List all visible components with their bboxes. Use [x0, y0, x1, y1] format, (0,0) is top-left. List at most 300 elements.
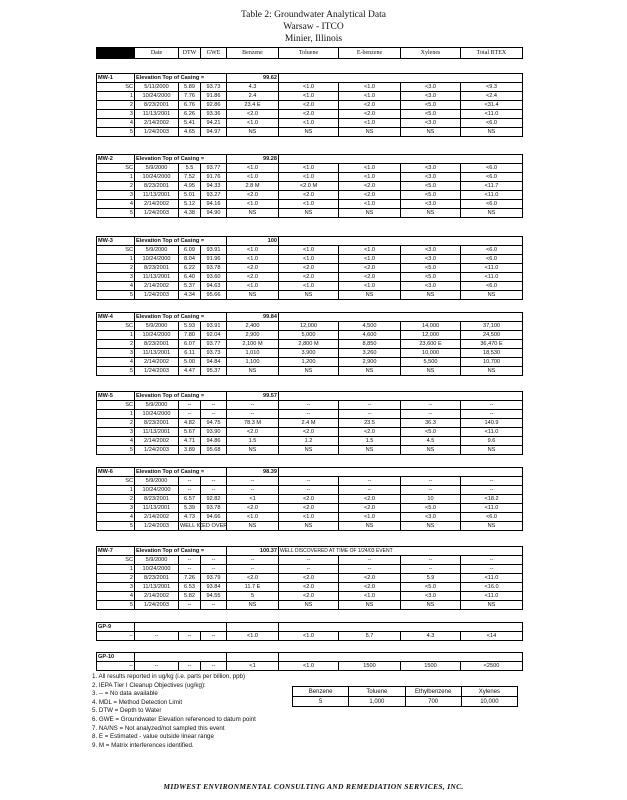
table-cell: <1.0 [227, 200, 279, 209]
table-cell: <2.0 [279, 264, 339, 273]
table-cell: 4.3 [401, 632, 461, 641]
table-cell: 8/23/2001 [135, 182, 179, 191]
table-cell: <2.0 [279, 273, 339, 282]
table-row [97, 282, 523, 291]
note-item: 2. IEPA Tier I Cleanup Objectives (ug/kg): [92, 681, 206, 689]
column-header-toluene: Toluene [279, 48, 339, 59]
table-row [97, 367, 523, 376]
table-cell: -- [227, 556, 279, 565]
table-cell: 5 [97, 522, 135, 531]
table-row [97, 255, 523, 264]
table-cell: <5.0 [401, 583, 461, 592]
table-cell: -- [201, 662, 227, 671]
table-cell: NS [279, 209, 339, 218]
table-cell: 5 [97, 209, 135, 218]
cleanup-objectives-table [292, 686, 518, 707]
table-row [97, 428, 523, 437]
table-cell: <2.0 [227, 273, 279, 282]
table-row [97, 446, 523, 455]
table-cell: <1.0 [227, 513, 279, 522]
table-cell: NS [339, 128, 401, 137]
table-cell: 7.26 [179, 574, 201, 583]
table-cell: -- [179, 662, 201, 671]
table-cell: 5.89 [179, 83, 201, 92]
table-cell: <2.0 [339, 574, 401, 583]
table-cell: -- [179, 556, 201, 565]
table-row [97, 662, 523, 671]
table-cell: NS [227, 446, 279, 455]
table-cell: <2.0 [279, 574, 339, 583]
table-row [97, 495, 523, 504]
table-cell: 2,400 [227, 322, 279, 331]
table-cell: 6.26 [179, 110, 201, 119]
table-cell: NS [339, 291, 401, 300]
table-cell: <2.0 [339, 182, 401, 191]
table-cell: 10/24/2000 [135, 331, 179, 340]
table-cell: 4 [97, 282, 135, 291]
table-cell: 5.5 [179, 164, 201, 173]
table-cell: 93.77 [201, 164, 227, 173]
table-cell: 3 [97, 583, 135, 592]
table-cell: SC [97, 246, 135, 255]
well-section-mw-5 [96, 391, 522, 455]
table-cell: 5.93 [179, 322, 201, 331]
elevation-label: Elevation Top of Casing = [135, 74, 227, 83]
objective-value: 5 [293, 697, 349, 707]
well-note [279, 313, 523, 322]
table-cell: 11/13/2001 [135, 428, 179, 437]
table-cell: 93.77 [201, 340, 227, 349]
table-cell: <11.0 [461, 592, 523, 601]
table-cell: 93.73 [201, 83, 227, 92]
table-cell: 1,200 [279, 358, 339, 367]
table-cell: 5/9/2000 [135, 556, 179, 565]
table-cell: 1 [97, 173, 135, 182]
table-cell: -- [201, 601, 227, 610]
table-cell: 2.4 M [279, 419, 339, 428]
table-cell: <11.0 [461, 264, 523, 273]
table-cell: <1 [227, 662, 279, 671]
header-corner [97, 48, 135, 59]
table-cell: <6.0 [461, 164, 523, 173]
table-cell: 11/13/2001 [135, 504, 179, 513]
table-cell: -- [401, 556, 461, 565]
table-row [97, 410, 523, 419]
table-cell: NS [401, 446, 461, 455]
table-cell: 3,260 [339, 349, 401, 358]
elevation-label: Elevation Top of Casing = [135, 313, 227, 322]
note-item: 1. All results reported in ug/kg (i.e. parts per billion, ppb) [92, 673, 246, 680]
table-cell: NS [401, 522, 461, 531]
table-cell: 8/23/2001 [135, 101, 179, 110]
note-item: 8. E = Estimated - value outside linear range [92, 733, 214, 741]
table-cell: <3.0 [401, 255, 461, 264]
table-cell: 94.21 [201, 119, 227, 128]
well-note [279, 237, 523, 246]
table-cell: 5/11/2000 [135, 83, 179, 92]
objective-value: 1,000 [349, 697, 405, 707]
well-label: MW-7 [97, 547, 135, 556]
table-cell: 5.00 [179, 358, 201, 367]
table-cell: <1.0 [227, 119, 279, 128]
table-cell: <11.0 [461, 191, 523, 200]
table-cell: 1 [97, 565, 135, 574]
table-cell: -- [339, 477, 401, 486]
table-cell: 4 [97, 513, 135, 522]
table-cell: NS [227, 128, 279, 137]
objective-header: Xylenes [461, 687, 517, 697]
table-cell: <3.0 [401, 282, 461, 291]
table-cell: 3 [97, 110, 135, 119]
table-cell: <2.0 [279, 101, 339, 110]
table-cell: 5,500 [401, 358, 461, 367]
table-cell: -- [201, 401, 227, 410]
table-cell: NS [401, 367, 461, 376]
well-section-gp-9 [96, 622, 522, 641]
well-section-mw-1 [96, 73, 522, 137]
table-cell: 1/24/2003 [135, 209, 179, 218]
table-cell: 8/23/2001 [135, 264, 179, 273]
table-cell: 1 [97, 410, 135, 419]
table-cell: <1.0 [339, 200, 401, 209]
table-cell: 93.91 [201, 322, 227, 331]
well-section-mw-2 [96, 154, 522, 218]
table-cell: 2 [97, 101, 135, 110]
table-cell: 5.67 [179, 428, 201, 437]
table-row [97, 437, 523, 446]
table-row [97, 173, 523, 182]
table-cell: 2,800 M [279, 340, 339, 349]
table-cell: NS [227, 367, 279, 376]
table-cell: -- [201, 410, 227, 419]
table-cell: 92.86 [201, 101, 227, 110]
table-cell: -- [201, 556, 227, 565]
table-cell: -- [179, 601, 201, 610]
table-cell: <2.0 [339, 101, 401, 110]
column-header-dtw: DTW [179, 48, 201, 59]
table-cell: 91.96 [201, 255, 227, 264]
table-cell: 1 [97, 255, 135, 264]
table-row [97, 128, 523, 137]
table-cell: 4 [97, 119, 135, 128]
table-cell: 6.40 [179, 273, 201, 282]
table-cell: <1.0 [279, 632, 339, 641]
elevation-value: 100.37 [227, 547, 279, 556]
table-row [97, 486, 523, 495]
table-cell: NS [227, 601, 279, 610]
table-cell: -- [339, 410, 401, 419]
table-cell: <6.0 [461, 200, 523, 209]
table-cell: <11.0 [461, 273, 523, 282]
table-row [97, 504, 523, 513]
elevation-label: Elevation Top of Casing = [135, 547, 227, 556]
table-cell: -- [461, 477, 523, 486]
elevation-label: Elevation Top of Casing = [135, 392, 227, 401]
table-cell: <1.0 [279, 662, 339, 671]
table-cell: 4,500 [339, 322, 401, 331]
table-cell: 94.97 [201, 128, 227, 137]
elevation-label [135, 653, 227, 662]
note-item: 4. MDL = Method Detection Limit [92, 698, 183, 706]
table-cell: 2/14/2002 [135, 282, 179, 291]
column-header [96, 47, 523, 59]
table-cell: <18.2 [461, 495, 523, 504]
well-label: MW-5 [97, 392, 135, 401]
table-cell: 10/24/2000 [135, 486, 179, 495]
table-row [97, 565, 523, 574]
table-row [97, 209, 523, 218]
table-cell: 5 [97, 601, 135, 610]
column-header-total-btex: Total BTEX [461, 48, 523, 59]
table-row [97, 322, 523, 331]
table-cell: <2.0 [339, 495, 401, 504]
table-cell: <1.0 [227, 164, 279, 173]
objective-header: Ethylbenzene [405, 687, 461, 697]
table-cell: NS [227, 209, 279, 218]
table-cell: -- [179, 477, 201, 486]
table-cell: <1.0 [279, 200, 339, 209]
table-cell: 93.91 [201, 246, 227, 255]
table-cell: <1.0 [339, 592, 401, 601]
table-cell: <1.0 [279, 119, 339, 128]
table-cell: <11.7 [461, 182, 523, 191]
table-cell: -- [279, 477, 339, 486]
table-cell: 1500 [401, 662, 461, 671]
table-cell: <2.0 [339, 583, 401, 592]
elevation-label: Elevation Top of Casing = [135, 155, 227, 164]
elevation-value: 100 [227, 237, 279, 246]
table-row [97, 583, 523, 592]
table-cell: <1.0 [227, 255, 279, 264]
table-cell: <2.0 [227, 504, 279, 513]
table-cell: 2.8 M [227, 182, 279, 191]
table-cell: 94.63 [201, 282, 227, 291]
table-cell: 6.11 [179, 349, 201, 358]
table-row [97, 477, 523, 486]
elevation-value [227, 623, 279, 632]
table-cell: 8.04 [179, 255, 201, 264]
table-cell: <2.0 [339, 273, 401, 282]
table-cell: NS [461, 128, 523, 137]
table-cell: 92.04 [201, 331, 227, 340]
well-label: MW-2 [97, 155, 135, 164]
well-section-mw-7 [96, 546, 522, 610]
table-cell: 3 [97, 191, 135, 200]
table-cell: <6.0 [461, 513, 523, 522]
table-cell: 94.75 [201, 419, 227, 428]
company-footer: MIDWEST ENVIRONMENTAL CONSULTING AND REMEDIATION SERVICES, INC. [163, 782, 464, 791]
table-cell: WELL ICED OVER [180, 523, 228, 529]
table-cell: 4.95 [179, 182, 201, 191]
table-cell: 1 [97, 92, 135, 101]
table-cell: 8,850 [339, 340, 401, 349]
table-cell: 5.41 [179, 119, 201, 128]
table-row [97, 264, 523, 273]
table-cell: 1.5 [227, 437, 279, 446]
table-cell: <2.0 [227, 428, 279, 437]
table-cell: <1.0 [339, 246, 401, 255]
table-cell: -- [179, 632, 201, 641]
table-cell: 11/13/2001 [135, 349, 179, 358]
table-cell: -- [461, 410, 523, 419]
table-cell: NS [339, 522, 401, 531]
table-cell: 2,900 [227, 331, 279, 340]
table-cell: <6.0 [461, 173, 523, 182]
table-cell: <6.0 [461, 119, 523, 128]
table-cell: 4.73 [179, 513, 201, 522]
table-cell: <3.0 [401, 83, 461, 92]
table-cell: 3 [97, 504, 135, 513]
table-cell: <2.0 [279, 504, 339, 513]
table-cell: 93.79 [201, 574, 227, 583]
table-cell: <2.0 [339, 264, 401, 273]
table-cell: <11.0 [461, 574, 523, 583]
table-cell: <2.0 [227, 110, 279, 119]
table-cell: 18,530 [461, 349, 523, 358]
table-cell: NS [279, 128, 339, 137]
table-cell: 23,600 E [401, 340, 461, 349]
table-cell: -- [227, 565, 279, 574]
table-cell: <2.0 [227, 191, 279, 200]
objective-value: 700 [405, 697, 461, 707]
table-cell: -- [97, 662, 135, 671]
table-cell: <11.0 [461, 428, 523, 437]
table-cell: 94.16 [201, 200, 227, 209]
table-row [97, 331, 523, 340]
table-cell: 93.36 [201, 110, 227, 119]
table-cell: <2.0 [279, 428, 339, 437]
table-cell: 91.86 [201, 92, 227, 101]
elevation-value: 99.62 [227, 74, 279, 83]
table-cell: 10/24/2000 [135, 255, 179, 264]
table-cell: 12,000 [401, 331, 461, 340]
table-cell: -- [401, 477, 461, 486]
elevation-value: 99.84 [227, 313, 279, 322]
objective-header: Benzene [293, 687, 349, 697]
elevation-value: 98.39 [227, 468, 279, 477]
table-cell: 6.22 [179, 264, 201, 273]
table-cell: <2.0 [339, 191, 401, 200]
table-cell: -- [201, 477, 227, 486]
table-cell: <6.0 [461, 246, 523, 255]
table-cell: <16.0 [461, 583, 523, 592]
table-cell: NS [339, 367, 401, 376]
table-cell: <1.0 [339, 282, 401, 291]
table-cell: 11/13/2001 [135, 110, 179, 119]
table-cell: NS [401, 128, 461, 137]
table-cell: <1 [227, 495, 279, 504]
table-cell: 11.7 E [227, 583, 279, 592]
table-cell: 6.07 [179, 340, 201, 349]
table-cell: 23.4 E [227, 101, 279, 110]
elevation-label [135, 623, 227, 632]
table-cell: NS [227, 522, 279, 531]
table-cell: 5.82 [179, 592, 201, 601]
table-cell: 10,700 [461, 358, 523, 367]
table-cell: 94.86 [201, 437, 227, 446]
table-cell: -- [135, 632, 179, 641]
table-row [97, 592, 523, 601]
table-cell: 4.82 [179, 419, 201, 428]
table-cell: 3 [97, 349, 135, 358]
table-cell: 93.78 [201, 264, 227, 273]
table-row [97, 601, 523, 610]
table-cell: 36.3 [401, 419, 461, 428]
table-cell: -- [227, 477, 279, 486]
table-cell: <3.0 [401, 592, 461, 601]
table-cell: 93.27 [201, 191, 227, 200]
note-item: 6. GWE = Groundwater Elevation referenced to datum point [92, 715, 256, 723]
table-cell: 7.52 [179, 173, 201, 182]
table-cell: 1/24/2003 [135, 522, 179, 531]
well-label: MW-1 [97, 74, 135, 83]
table-cell: 5.9 [401, 574, 461, 583]
table-cell: 12,000 [279, 322, 339, 331]
table-cell: NS [461, 446, 523, 455]
table-cell: 5.01 [179, 191, 201, 200]
table-cell: NS [279, 522, 339, 531]
well-section-mw-3 [96, 236, 522, 300]
table-cell: -- [401, 401, 461, 410]
note-item: 5. DTW = Depth to Water [92, 707, 162, 715]
table-cell: 3 [97, 428, 135, 437]
well-section-mw-6 [96, 467, 522, 531]
table-cell: SC [97, 322, 135, 331]
table-cell: 4.3 [227, 83, 279, 92]
table-row [97, 119, 523, 128]
table-cell: <1.0 [339, 255, 401, 264]
table-cell: 23.5 [339, 419, 401, 428]
table-cell: <2.0 [279, 191, 339, 200]
column-header-benzene: Benzene [227, 48, 279, 59]
table-cell: <3.0 [401, 513, 461, 522]
table-row [97, 522, 523, 531]
table-cell: NS [339, 209, 401, 218]
table-cell: NS [279, 446, 339, 455]
table-cell: -- [339, 556, 401, 565]
site-location: Minier, Illinois [284, 34, 343, 44]
table-cell: -- [179, 565, 201, 574]
table-cell: NS [401, 601, 461, 610]
table-cell: 1 [97, 486, 135, 495]
table-cell: NS [279, 601, 339, 610]
table-cell: 10/24/2000 [135, 92, 179, 101]
table-cell: 4.38 [179, 209, 201, 218]
table-cell: <2.0 [227, 574, 279, 583]
table-cell: -- [279, 410, 339, 419]
table-cell: <3.0 [401, 173, 461, 182]
table-cell: 1.5 [339, 437, 401, 446]
table-cell: 2,100 M [227, 340, 279, 349]
well-note: WELL DISCOVERED AT TIME OF 1/24/03 EVENT [279, 547, 523, 556]
table-cell: -- [227, 486, 279, 495]
table-cell: 78.3 M [227, 419, 279, 428]
elevation-value: 99.57 [227, 392, 279, 401]
column-header-date: Date [135, 48, 179, 59]
table-cell: SC [97, 401, 135, 410]
table-row [97, 101, 523, 110]
table-cell: NS [401, 209, 461, 218]
table-cell: <1.0 [279, 255, 339, 264]
table-cell: <1.0 [339, 92, 401, 101]
table-row [97, 419, 523, 428]
table-cell: -- [401, 565, 461, 574]
table-row [97, 513, 523, 522]
table-cell: 7.76 [179, 92, 201, 101]
table-row [97, 574, 523, 583]
table-cell: NS [279, 291, 339, 300]
table-cell: 94.90 [201, 209, 227, 218]
